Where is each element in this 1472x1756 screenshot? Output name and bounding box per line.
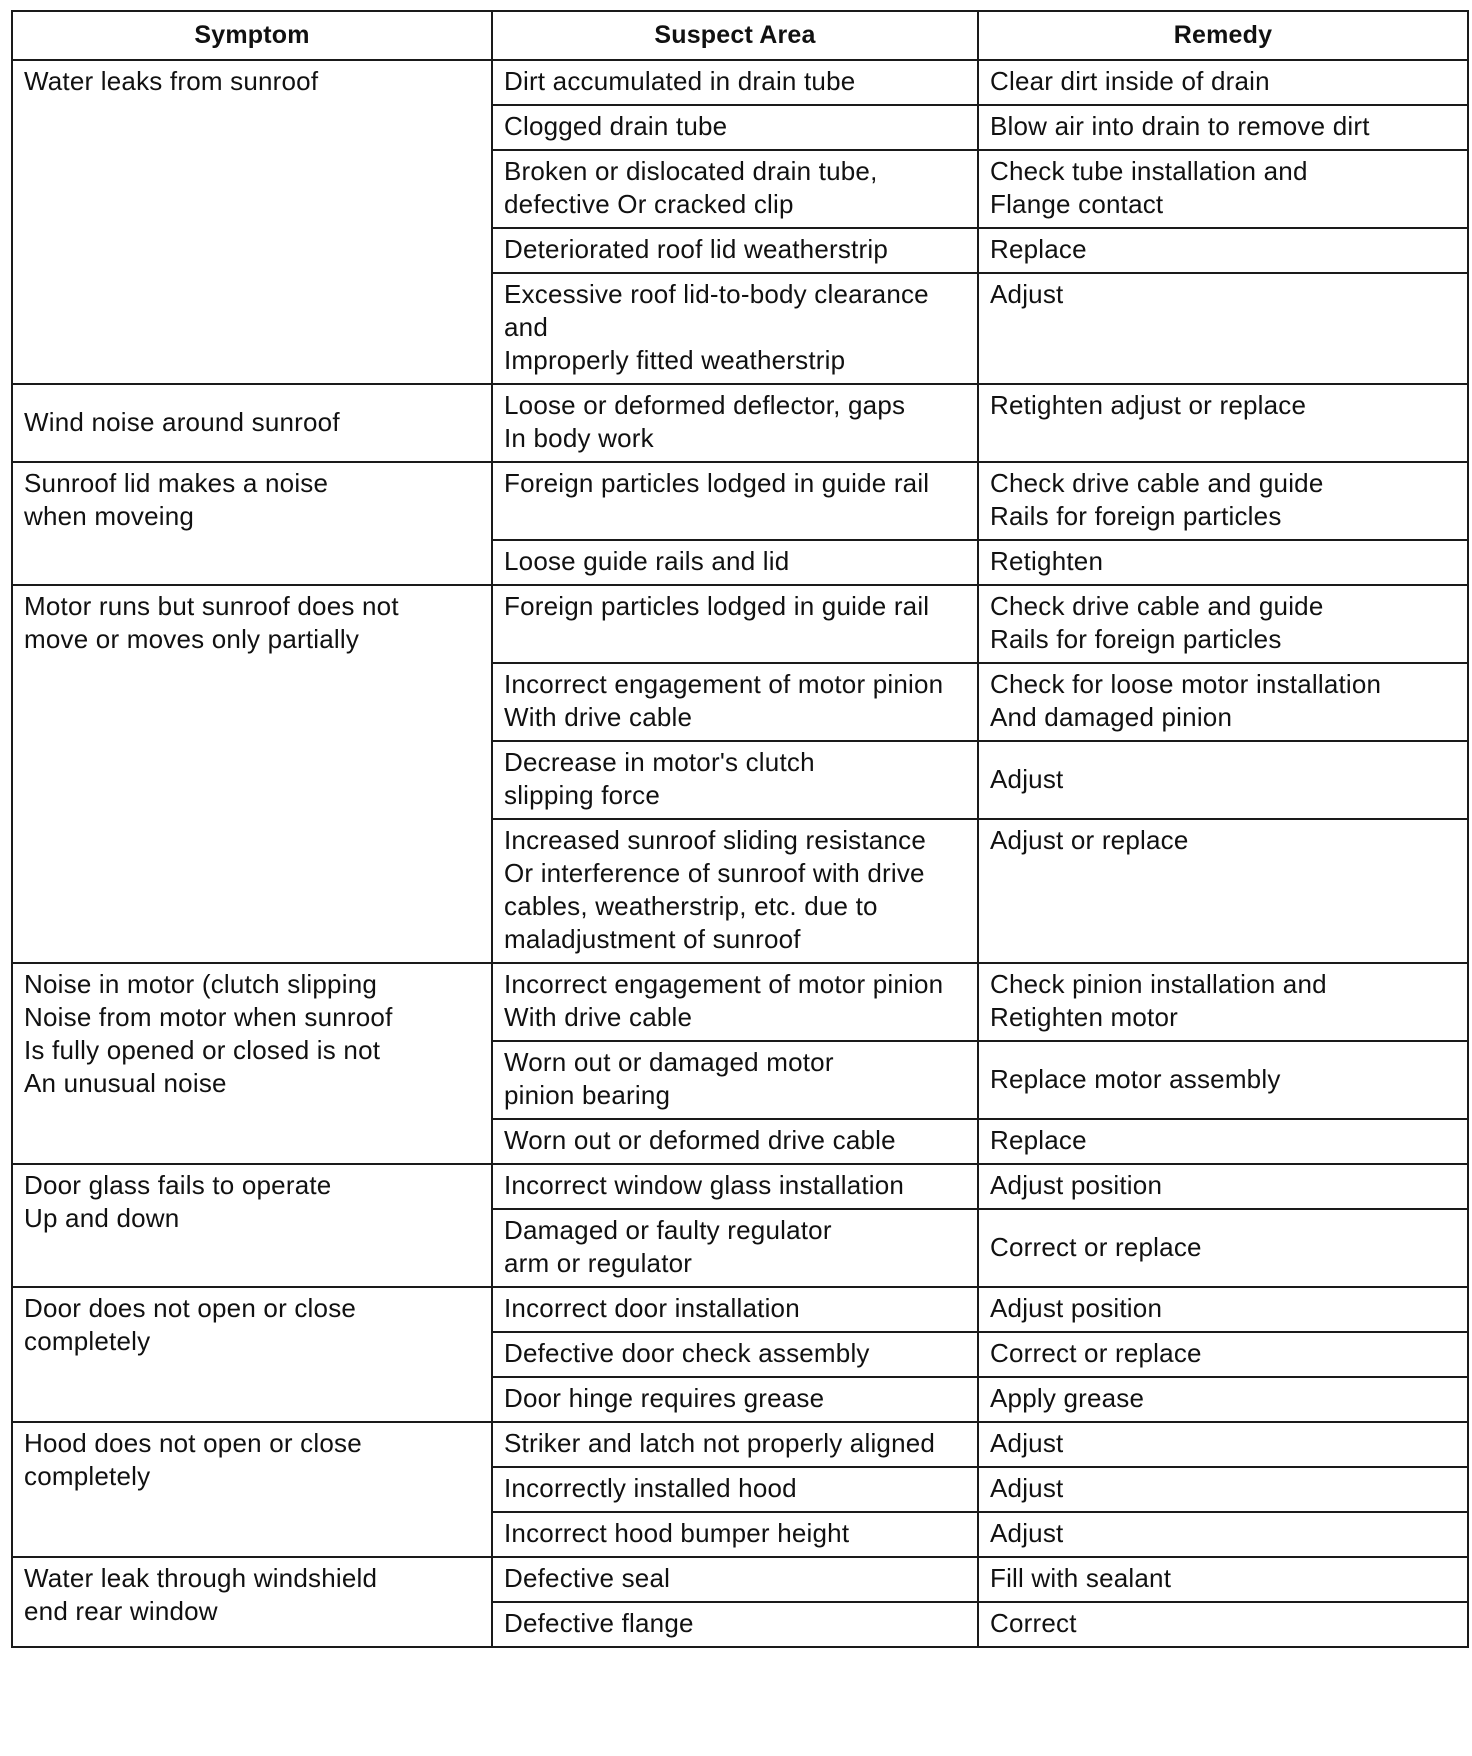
symptom-cell: Motor runs but sunroof does not move or moves only partially (12, 585, 492, 963)
remedy-cell: Correct or replace (978, 1209, 1468, 1287)
symptom-cell: Door does not open or close completely (12, 1287, 492, 1422)
symptom-cell: Noise in motor (clutch slipping Noise from motor when sunroof Is fully opened or closed is not An unusual noise (12, 963, 492, 1164)
remedy-cell: Apply grease (978, 1377, 1468, 1422)
table-row (12, 963, 1468, 1041)
symptom-cell: Hood does not open or close completely (12, 1422, 492, 1557)
remedy-cell: Check pinion installation and Retighten motor (978, 963, 1468, 1041)
remedy-cell: Adjust position (978, 1164, 1468, 1209)
suspect-cell: Striker and latch not properly aligned (492, 1422, 978, 1467)
remedy-cell: Adjust or replace (978, 819, 1468, 963)
remedy-cell: Adjust (978, 273, 1468, 384)
table-row (12, 585, 1468, 663)
table-row (12, 462, 1468, 540)
suspect-cell: Incorrect door installation (492, 1287, 978, 1332)
suspect-cell: Increased sunroof sliding resistance Or interference of sunroof with drive cables, weatherstrip, etc. due to maladjustment of sunroof (492, 819, 978, 963)
remedy-cell: Fill with sealant (978, 1557, 1468, 1602)
remedy-cell: Retighten adjust or replace (978, 384, 1468, 462)
symptom-cell: Water leak through windshield end rear window (12, 1557, 492, 1647)
suspect-cell: Broken or dislocated drain tube, defective Or cracked clip (492, 150, 978, 228)
remedy-cell: Retighten (978, 540, 1468, 585)
remedy-cell: Adjust position (978, 1287, 1468, 1332)
symptom-cell: Sunroof lid makes a noise when moveing (12, 462, 492, 585)
troubleshooting-table (11, 10, 1469, 1648)
remedy-cell: Adjust (978, 1512, 1468, 1557)
suspect-cell: Loose or deformed deflector, gaps In body work (492, 384, 978, 462)
header-remedy: Remedy (978, 11, 1468, 60)
suspect-cell: Worn out or deformed drive cable (492, 1119, 978, 1164)
suspect-cell: Incorrect engagement of motor pinion With drive cable (492, 663, 978, 741)
suspect-cell: Foreign particles lodged in guide rail (492, 462, 978, 540)
remedy-cell: Check drive cable and guide Rails for foreign particles (978, 585, 1468, 663)
remedy-cell: Check tube installation and Flange contact (978, 150, 1468, 228)
remedy-cell: Clear dirt inside of drain (978, 60, 1468, 105)
remedy-cell: Check drive cable and guide Rails for foreign particles (978, 462, 1468, 540)
table-row (12, 60, 1468, 105)
suspect-cell: Defective door check assembly (492, 1332, 978, 1377)
header-row (12, 11, 1468, 60)
remedy-cell: Check for loose motor installation And damaged pinion (978, 663, 1468, 741)
remedy-cell: Replace (978, 1119, 1468, 1164)
remedy-cell: Blow air into drain to remove dirt (978, 105, 1468, 150)
suspect-cell: Defective flange (492, 1602, 978, 1647)
table-row (12, 1287, 1468, 1332)
table-row (12, 384, 1468, 462)
suspect-cell: Clogged drain tube (492, 105, 978, 150)
table-row (12, 1164, 1468, 1209)
suspect-cell: Decrease in motor's clutch slipping force (492, 741, 978, 819)
header-symptom: Symptom (12, 11, 492, 60)
suspect-cell: Incorrect window glass installation (492, 1164, 978, 1209)
suspect-cell: Worn out or damaged motor pinion bearing (492, 1041, 978, 1119)
suspect-cell: Dirt accumulated in drain tube (492, 60, 978, 105)
remedy-cell: Replace (978, 228, 1468, 273)
suspect-cell: Deteriorated roof lid weatherstrip (492, 228, 978, 273)
suspect-cell: Incorrectly installed hood (492, 1467, 978, 1512)
symptom-cell: Door glass fails to operate Up and down (12, 1164, 492, 1287)
suspect-cell: Door hinge requires grease (492, 1377, 978, 1422)
suspect-cell: Loose guide rails and lid (492, 540, 978, 585)
suspect-cell: Incorrect engagement of motor pinion With drive cable (492, 963, 978, 1041)
symptom-cell: Wind noise around sunroof (12, 384, 492, 462)
table-row (12, 1422, 1468, 1467)
suspect-cell: Excessive roof lid-to-body clearance and Improperly fitted weatherstrip (492, 273, 978, 384)
table-row (12, 1557, 1468, 1602)
remedy-cell: Adjust (978, 1467, 1468, 1512)
remedy-cell: Replace motor assembly (978, 1041, 1468, 1119)
suspect-cell: Incorrect hood bumper height (492, 1512, 978, 1557)
remedy-cell: Adjust (978, 1422, 1468, 1467)
remedy-cell: Correct or replace (978, 1332, 1468, 1377)
suspect-cell: Foreign particles lodged in guide rail (492, 585, 978, 663)
remedy-cell: Correct (978, 1602, 1468, 1647)
suspect-cell: Damaged or faulty regulator arm or regulator (492, 1209, 978, 1287)
header-suspect-area: Suspect Area (492, 11, 978, 60)
remedy-cell: Adjust (978, 741, 1468, 819)
symptom-cell: Water leaks from sunroof (12, 60, 492, 384)
suspect-cell: Defective seal (492, 1557, 978, 1602)
